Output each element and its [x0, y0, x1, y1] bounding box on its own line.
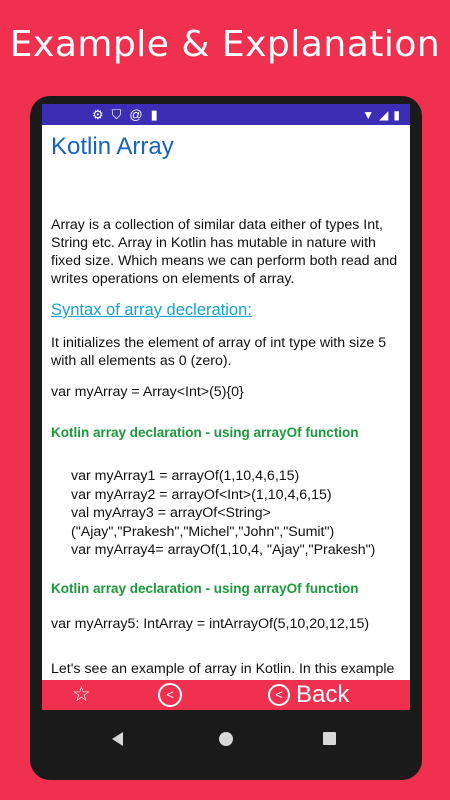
nav-home-icon[interactable]	[219, 732, 233, 746]
code-block	[51, 467, 400, 560]
app-screen[interactable]	[42, 125, 410, 680]
nav-back-icon[interactable]	[112, 732, 123, 746]
nav-recents-icon[interactable]	[323, 732, 336, 745]
star-outline-icon[interactable]: ☆	[72, 683, 91, 706]
back-label: Back	[296, 681, 350, 708]
article-content	[42, 125, 410, 680]
system-nav-bar	[30, 710, 422, 780]
status-bar	[42, 104, 410, 125]
code-line-array: var myArray = Array<Int>(5){0}	[51, 384, 244, 400]
shield-icon: ⛉	[111, 106, 122, 122]
code-line: ("Ajay","Prakesh","Michel","John","Sumit")	[71, 523, 335, 540]
signal-icon: ◢	[379, 107, 389, 122]
back-button[interactable]	[268, 681, 349, 709]
code-line: var myArray1 = arrayOf(1,10,4,6,15)	[71, 468, 300, 484]
syntax-description: It initializes the element of array of int type with size 5 with all elements as 0 (zero).	[51, 335, 387, 369]
gear-icon: ⚙	[92, 106, 104, 122]
syntax-link[interactable]: Syntax of array decleration:	[51, 301, 252, 319]
sd-card-icon: ▮	[150, 106, 158, 122]
bottom-action-bar	[42, 680, 410, 710]
section-heading-arrayof-2: Kotlin array declaration - using arrayOf function	[51, 580, 359, 596]
code-line-intarray: var myArray5: IntArray = intArrayOf(5,10,20,12,15)	[51, 615, 370, 632]
page-title: Kotlin Array	[51, 133, 174, 160]
status-icons-right	[362, 106, 400, 123]
section-heading-arrayof: Kotlin array declaration - using arrayOf function	[51, 425, 359, 440]
chevron-left-icon: <	[268, 684, 290, 706]
at-icon: @	[129, 107, 143, 122]
screenshot-headline: Example & Explanation	[9, 24, 441, 65]
code-line: val myArray3 = arrayOf<String>	[71, 505, 271, 521]
phone-frame	[30, 96, 422, 780]
intro-paragraph: Array is a collection of similar data either of types Int, String etc. Array in Kotlin has mutable in nature with fixed size. Which means we can perform both read and writes operations on elements of array.	[51, 217, 398, 287]
outro-paragraph: Let's see an example of array in Kotlin. In this example	[51, 660, 395, 677]
battery-icon: ▮	[393, 107, 400, 122]
wifi-icon: ▼	[362, 107, 375, 122]
share-icon[interactable]: <	[158, 683, 182, 707]
status-icons-left	[92, 106, 158, 123]
code-line: var myArray2 = arrayOf<Int>(1,10,4,6,15)	[71, 486, 332, 503]
code-line: var myArray4= arrayOf(1,10,4, "Ajay","Prakesh")	[71, 542, 376, 558]
